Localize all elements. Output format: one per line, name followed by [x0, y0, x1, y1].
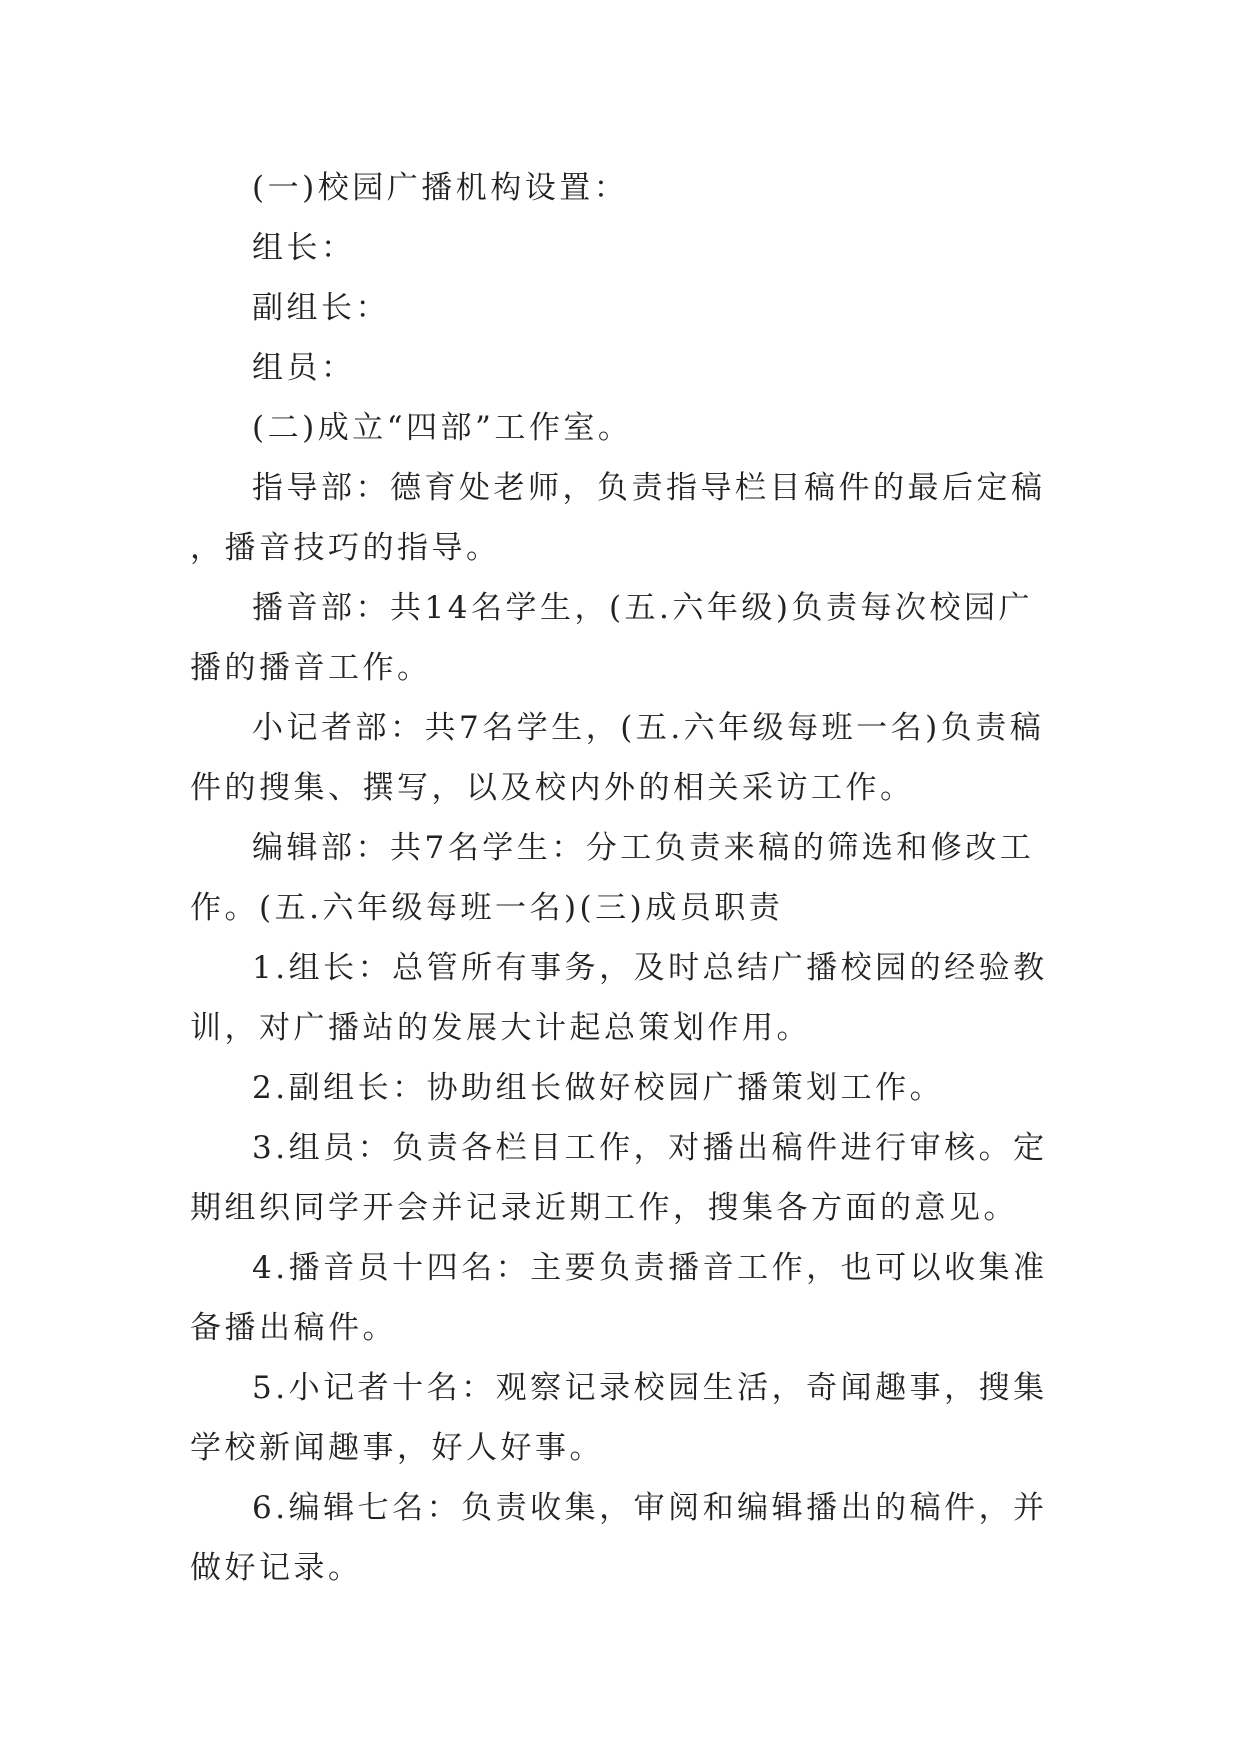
paragraph-reporter-dept: 小记者部：共7名学生，(五.六年级每班一名)负责稿件的搜集、撰写，以及校内外的相关采访工作。	[190, 710, 1045, 806]
paragraph-duty-deputy: 2.副组长：协助组长做好校园广播策划工作。	[252, 1070, 945, 1106]
paragraph-duty-editors: 6.编辑七名：负责收集，审阅和编辑播出的稿件，并做好记录。	[190, 1490, 1048, 1586]
document-body	[190, 158, 1054, 1598]
paragraph-members: 组员：	[252, 350, 356, 386]
paragraph-section-two-heading: (二)成立“四部”工作室。	[252, 410, 633, 446]
paragraph-duty-announcers: 4.播音员十四名：主要负责播音工作，也可以收集准备播出稿件。	[190, 1250, 1048, 1346]
paragraph-guidance-dept: 指导部：德育处老师，负责指导栏目稿件的最后定稿，播音技巧的指导。	[190, 470, 1046, 566]
paragraph-duty-members: 3.组员：负责各栏目工作，对播出稿件进行审核。定期组织同学开会并记录近期工作，搜集各方面的意见。	[190, 1130, 1048, 1226]
paragraph-duty-leader: 1.组长：总管所有事务，及时总结广播校园的经验教训，对广播站的发展大计起总策划作用。	[190, 950, 1048, 1046]
paragraph-section-one-heading: (一)校园广播机构设置：	[252, 170, 629, 206]
paragraph-broadcast-dept: 播音部：共14名学生，(五.六年级)负责每次校园广播的播音工作。	[190, 590, 1033, 686]
paragraph-duty-reporters: 5.小记者十名：观察记录校园生活，奇闻趣事，搜集学校新闻趣事，好人好事。	[190, 1370, 1048, 1466]
paragraph-editing-dept: 编辑部：共7名学生：分工负责来稿的筛选和修改工作。(五.六年级每班一名)(三)成员职责	[190, 830, 1035, 926]
paragraph-deputy-leader: 副组长：	[252, 290, 390, 326]
paragraph-leader: 组长：	[252, 230, 356, 266]
